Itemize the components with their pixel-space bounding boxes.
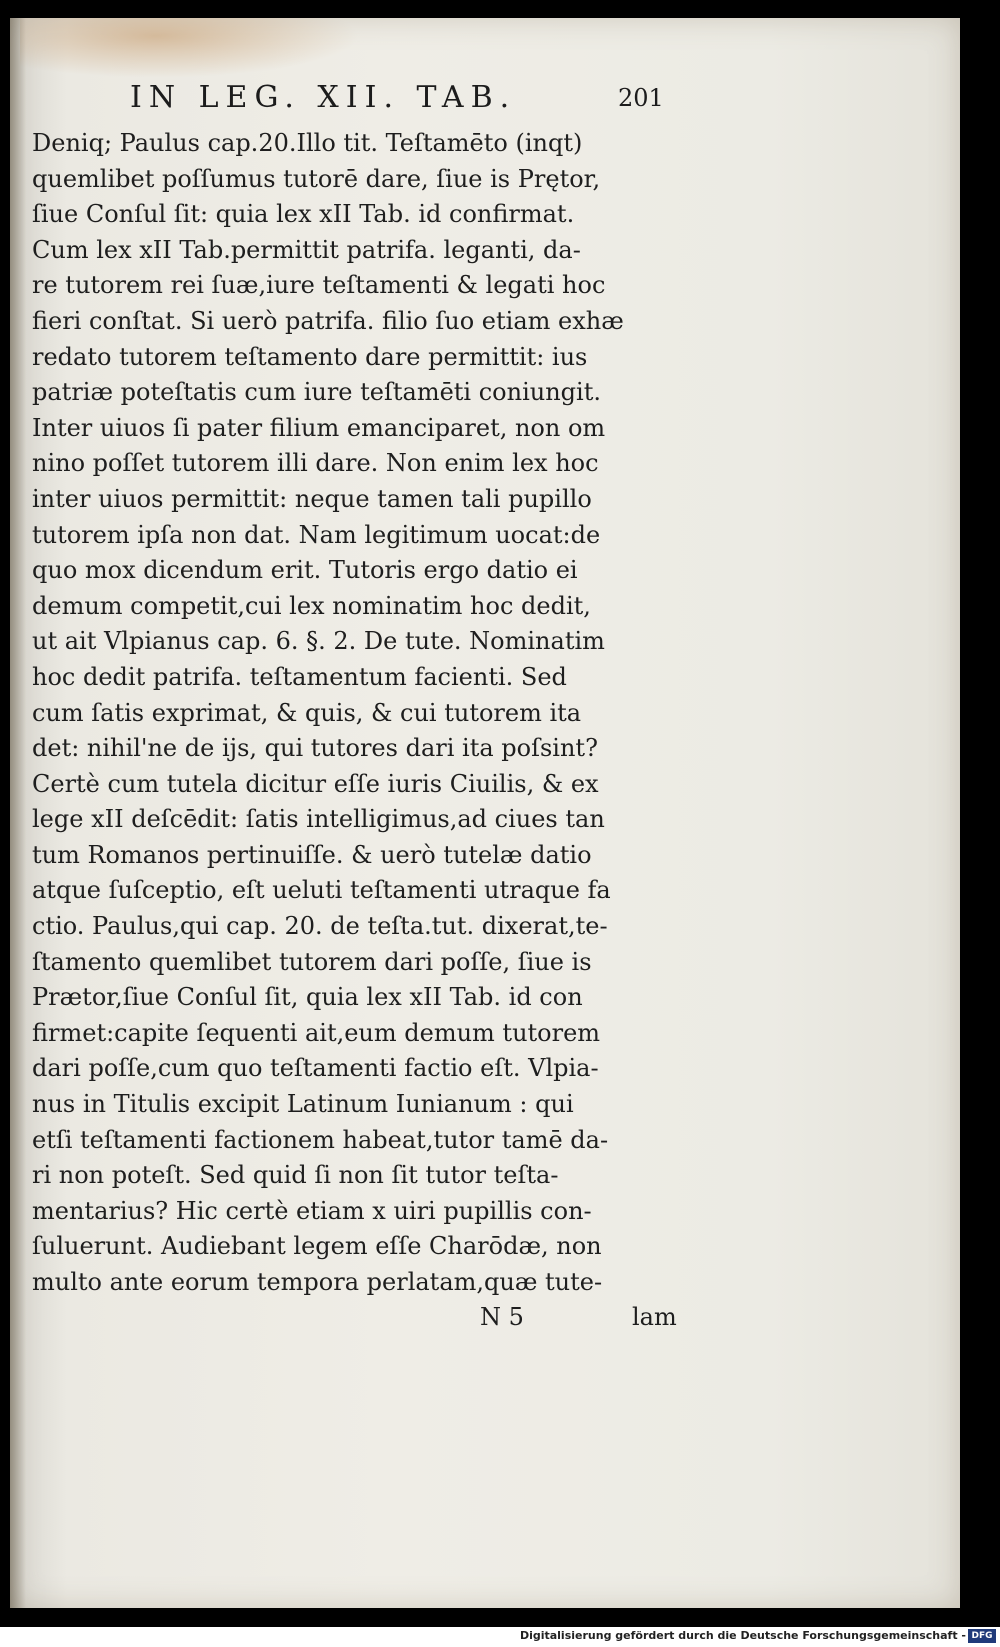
- text-line: ſtamento quemlibet tutorem dari poſſe, ſiue is: [32, 947, 592, 976]
- text-line: ctio. Paulus,qui cap. 20. de teſta.tut. dixerat,te-: [32, 912, 608, 941]
- text-line: tutorem ipſa non dat. Nam legitimum uocat:de: [32, 520, 601, 549]
- text-line: redato tutorem teſtamento dare permittit: ius: [32, 342, 588, 371]
- text-line: ſiue Conſul ſit: quia lex xII Tab. id confirmat.: [32, 200, 575, 229]
- text-line: inter uiuos permittit: neque tamen tali pupillo: [32, 484, 592, 513]
- text-line: ri non poteſt. Sed quid ſi non ſit tutor teſta-: [32, 1161, 559, 1190]
- digitization-bar: [0, 1627, 1000, 1647]
- text-line: quo mox dicendum erit. Tutoris ergo datio ei: [32, 556, 578, 585]
- text-line: Cum lex xII Tab.permittit patrifa. leganti, da-: [32, 235, 581, 264]
- text-line: re tutorem rei ſuæ,iure teſtamenti & legati hoc: [32, 271, 606, 300]
- text-line: Prætor,ſiue Conſul ſit, quia lex xII Tab. id con: [32, 983, 583, 1012]
- funding-notice: Digitalisierung gefördert durch die Deutsche Forschungsgemeinschaft -: [519, 1629, 966, 1642]
- signature-mark: N 5: [480, 1303, 524, 1331]
- text-line: Certè cum tutela dicitur eſſe iuris Ciuilis, & ex: [32, 769, 599, 798]
- text-line: patriæ poteſtatis cum iure teſtamēti coniungit.: [32, 378, 601, 407]
- page-number: 201: [618, 84, 664, 112]
- text-line: atque ſuſceptio, eſt ueluti teſtamenti utraque fa: [32, 876, 611, 905]
- text-line: tum Romanos pertinuiſſe. & uerò tutelæ datio: [32, 840, 592, 869]
- page-foot: [32, 1303, 692, 1339]
- text-line: cum ſatis exprimat, & quis, & cui tutorem ita: [32, 698, 582, 727]
- text-line: Inter uiuos ſi pater filium emanciparet, non om: [32, 413, 606, 442]
- text-line: ut ait Vlpianus cap. 6. §. 2. De tute. Nominatim: [32, 627, 605, 656]
- text-line: multo ante eorum tempora perlatam,quæ tute-: [32, 1268, 603, 1296]
- text-line: demum competit,cui lex nominatim hoc dedit,: [32, 591, 591, 620]
- text-line: det: nihil'ne de ijs, qui tutores dari ita poſsint?: [32, 734, 598, 763]
- text-line: fieri conſtat. Si uerò patrifa. filio ſuo etiam exhæ: [32, 306, 624, 335]
- text-line: hoc dedit patrifa. teſtamentum facienti. Sed: [32, 662, 567, 691]
- gutter-shadow: [10, 18, 26, 1608]
- text-line: dari poſſe,cum quo teſtamenti factio eſt. Vlpia-: [32, 1054, 599, 1083]
- text-line: mentarius? Hic certè etiam x uiri pupillis con-: [32, 1196, 592, 1225]
- text-line: ſuluerunt. Audiebant legem eſſe Charōdæ, non: [32, 1232, 602, 1261]
- text-line: nus in Titulis excipit Latinum Iunianum : qui: [32, 1090, 574, 1119]
- text-line: firmet:capite ſequenti ait,eum demum tutorem: [32, 1018, 601, 1047]
- dfg-logo: DFG: [968, 1629, 996, 1643]
- book-page: [10, 18, 960, 1608]
- text-line: lege xII deſcēdit: ſatis intelligimus,ad ciues tan: [32, 805, 605, 834]
- text-line: nino poſſet tutorem illi dare. Non enim lex hoc: [32, 449, 599, 478]
- text-line: quemlibet poſſumus tutorē dare, ſiue is Prętor,: [32, 164, 601, 193]
- text-line: Deniq; Paulus cap.20.Illo tit. Teſtamēto (inqt): [32, 129, 583, 157]
- body-text: [32, 126, 692, 1301]
- catchword: lam: [632, 1303, 677, 1331]
- text-line: etſi teſtamenti factionem habeat,tutor tamē da-: [32, 1125, 609, 1154]
- paper-stain: [20, 18, 360, 78]
- running-head: IN LEG. XII. TAB.: [130, 80, 517, 115]
